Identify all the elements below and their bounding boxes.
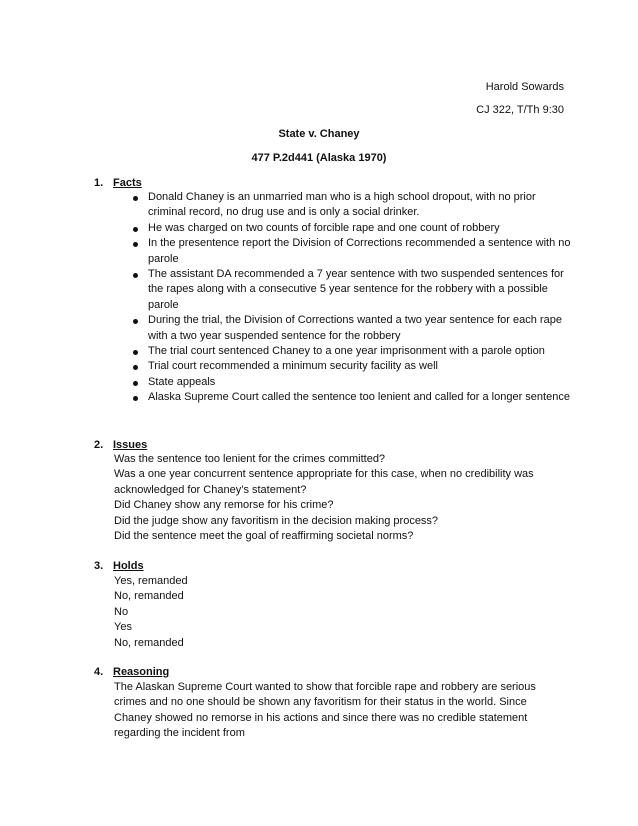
list-item-text: During the trial, the Division of Corrections wanted a two year sentence for each rape with a two year suspended sentence for the robbery (148, 314, 562, 342)
facts-list (114, 190, 574, 406)
hold-line: No, remanded (114, 636, 184, 649)
issue-line: Was the sentence too lenient for the crimes committed? (114, 453, 386, 465)
section-heading-facts (94, 176, 142, 190)
list-item-text: The trial court sentenced Chaney to a one year imprisonment with a parole option (148, 345, 545, 358)
list-item (114, 344, 574, 359)
list-item (114, 221, 574, 236)
case-title: State v. Chaney (278, 128, 360, 140)
list-item (114, 236, 574, 267)
section-heading-issues (94, 438, 147, 452)
case-citation: 477 P.2d441 (Alaska 1970) (251, 152, 387, 164)
list-item-text: Alaska Supreme Court called the sentence too lenient and called for a longer sentence (148, 391, 570, 404)
section-heading-holds (94, 559, 144, 573)
bullet-icon (133, 319, 138, 324)
list-item-text: Donald Chaney is an unmarried man who is a high school dropout, with no prior criminal record, no drug use and is only a social drinker. (148, 191, 536, 219)
list-item-text: The assistant DA recommended a 7 year sentence with two suspended sentences for the rapes along with a consecutive 5 year sentence for the robbery with a possible parole (148, 268, 564, 311)
issues-list (114, 452, 566, 544)
issue-line: Did the sentence meet the goal of reaffirming societal norms? (114, 530, 414, 543)
bullet-icon (133, 396, 138, 401)
section-title: Reasoning (113, 666, 170, 678)
list-item (114, 390, 574, 405)
section-number: 1. (94, 177, 104, 189)
list-item-text: He was charged on two counts of forcible rape and one count of robbery (148, 221, 500, 234)
issue-line: Did Chaney show any remorse for his crime? (114, 499, 334, 512)
hold-line: Yes (114, 621, 132, 634)
section-number: 3. (94, 560, 104, 572)
list-item (114, 313, 574, 344)
list-item-text: In the presentence report the Division of Corrections recommended a sentence with no parole (148, 237, 571, 265)
list-item (114, 359, 574, 374)
bullet-icon (133, 196, 138, 201)
course-info: CJ 322, T/Th 9:30 (476, 104, 564, 116)
section-number: 4. (94, 666, 104, 678)
section-title: Holds (113, 560, 144, 572)
bullet-icon (133, 242, 138, 247)
hold-line: No, remanded (114, 590, 184, 603)
section-title: Facts (113, 177, 142, 189)
bullet-icon (133, 273, 138, 278)
section-title: Issues (113, 439, 148, 451)
issue-line: acknowledged for Chaney’s statement? (114, 483, 307, 496)
bullet-icon (133, 227, 138, 232)
list-item (114, 267, 574, 313)
bullet-icon (133, 381, 138, 386)
list-item-text: Trial court recommended a minimum security facility as well (148, 360, 438, 373)
bullet-icon (133, 350, 138, 355)
bullet-icon (133, 365, 138, 370)
holds-list (114, 574, 566, 651)
list-item (114, 375, 574, 390)
section-number: 2. (94, 439, 104, 451)
list-item (114, 190, 574, 221)
hold-line: Yes, remanded (114, 575, 188, 587)
list-item-text: State appeals (148, 375, 216, 388)
reasoning-paragraph: The Alaskan Supreme Court wanted to show that forcible rape and robbery are serious crimes and no one should be shown any favoritism for their status in the world. Since Chaney showed no remorse in his actions and since there was no credible statement regarding the incident from (114, 681, 536, 740)
author-name: Harold Sowards (485, 81, 564, 93)
issue-line: Was a one year concurrent sentence appropriate for this case, when no credibility was (114, 468, 534, 481)
hold-line: No (114, 605, 129, 618)
issue-line: Did the judge show any favoritism in the decision making process? (114, 514, 439, 527)
section-heading-reasoning (94, 665, 169, 679)
